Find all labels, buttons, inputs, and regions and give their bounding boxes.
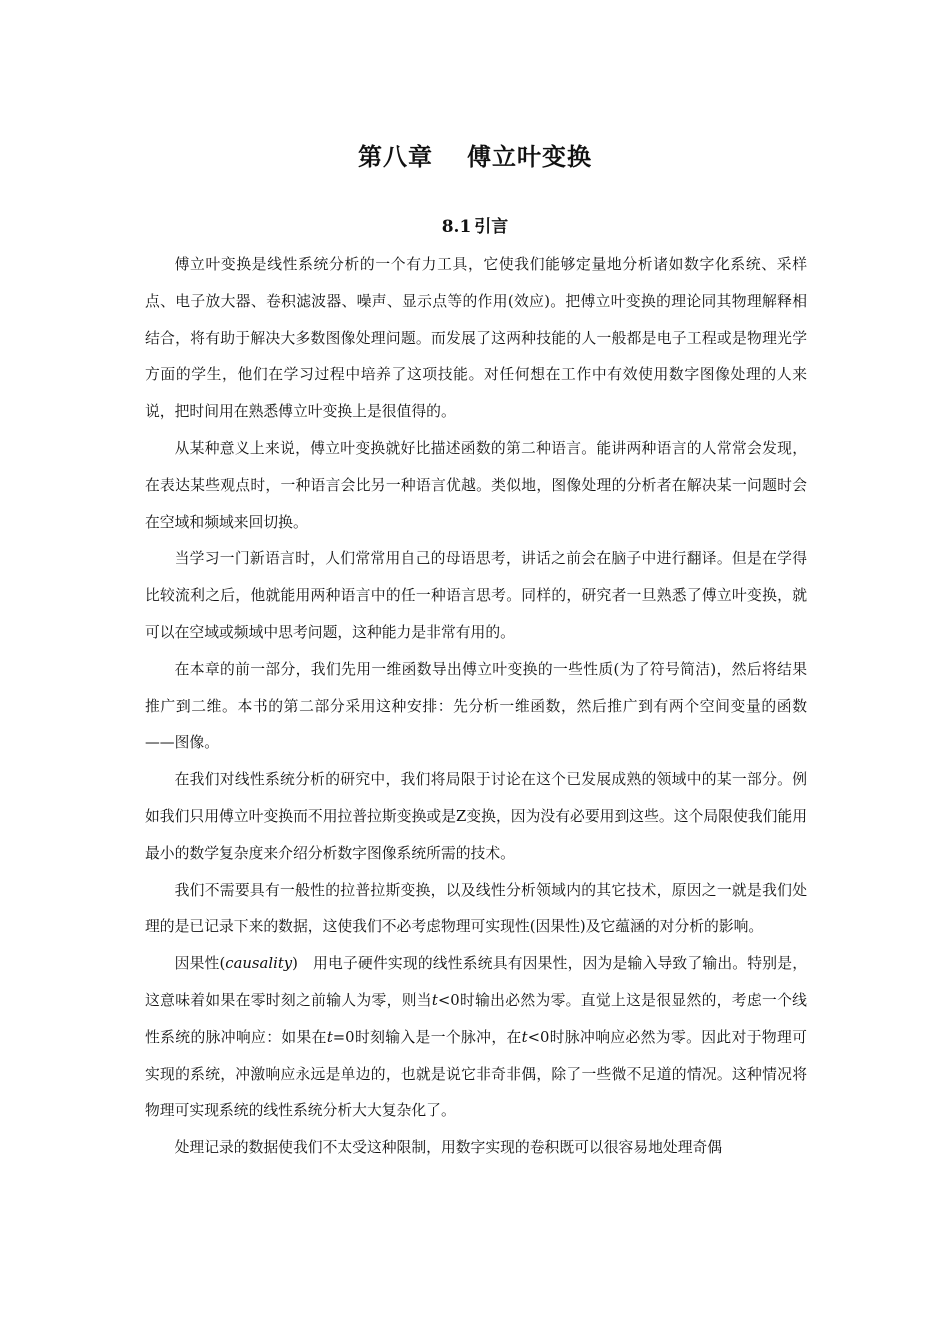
causality-text-2: <0时输出必然为零。直觉上这是很显然的，考虑一个线性系统的脉冲响应：如果在 <box>145 991 807 1046</box>
variable-t: t <box>521 1028 528 1046</box>
body-text <box>145 247 807 1167</box>
causality-text-1: ) 用电子硬件实现的线性系统具有因果性，因为是输入导致了输出。特别是，这意味着如果在零时刻之前输人为零，则当 <box>145 955 807 1009</box>
section-number: 8.1 <box>441 217 472 237</box>
variable-t: t <box>431 991 438 1009</box>
paragraph-recorded-data: 处理记录的数据使我们不太受这种限制，用数字实现的卷积既可以很容易地处理奇偶 <box>174 1139 723 1157</box>
section-title <box>0 212 950 237</box>
chapter-name: 傅立叶变换 <box>467 143 592 171</box>
section-name: 引言 <box>474 217 509 237</box>
variable-t: t <box>326 1028 333 1046</box>
chapter-number: 第八章 <box>358 143 433 171</box>
causality-text-4: <0时脉冲响应必然为零。因此对于物理可实现的系统，冲激响应永远是单边的，也就是说它非奇非偶，除了一些微不足道的情况。这种情况将物理可实现系统的线性系统分析大大复杂化了。 <box>145 1028 807 1120</box>
causality-lead: 因果性( <box>174 955 226 973</box>
causality-text-3: =0时刻输入是一个脉冲，在 <box>332 1028 522 1046</box>
paragraph-scope: 在我们对线性系统分析的研究中，我们将局限于讨论在这个已发展成熟的领域中的某一部分。例如我们只用傅立叶变换而不用拉普拉斯变换或是Z变换，因为没有必要用到这些。这个局限使我们能用最小的数学复杂度来介绍分析数字图像系统所需的技术。 <box>145 771 807 862</box>
paragraph-learning-language: 当学习一门新语言时，人们常常用自己的母语思考，讲话之前会在脑子中进行翻译。但是在学得比较流利之后，他就能用两种语言中的任一种语言思考。同样的，研究者一旦熟悉了傅立叶变换，就可以在空域或频域中思考问题，这种能力是非常有用的。 <box>145 550 807 641</box>
chapter-title <box>0 137 950 172</box>
paragraph-chapter-plan: 在本章的前一部分，我们先用一维函数导出傅立叶变换的一些性质(为了符号简洁)，然后将结果推广到二维。本书的第二部分采用这种安排：先分析一维函数，然后推广到有两个空间变量的函数——图像。 <box>145 660 807 752</box>
paragraph-causality <box>145 946 807 1130</box>
paragraph-intro: 傅立叶变换是线性系统分析的一个有力工具，它使我们能够定量地分析诸如数字化系统、采样点、电子放大器、卷积滤波器、噪声、显示点等的作用(效应)。把傅立叶变换的理论同其物理解释相结合，将有助于解决大多数图像处理问题。而发展了这两种技能的人一般都是电子工程或是物理光学方面的学生，他们在学习过程中培养了这项技能。对任何想在工作中有效使用数字图像处理的人来说，把时间用在熟悉傅立叶变换上是很值得的。 <box>145 256 807 421</box>
paragraph-no-laplace: 我们不需要具有一般性的拉普拉斯变换，以及线性分析领域内的其它技术，原因之一就是我们处理的是已记录下来的数据，这使我们不必考虑物理可实现性(因果性)及它蕴涵的对分析的影响。 <box>145 881 807 936</box>
causality-term: causality <box>225 955 293 973</box>
paragraph-second-language: 从某种意义上来说，傅立叶变换就好比描述函数的第二种语言。能讲两种语言的人常常会发现，在表达某些观点时，一种语言会比另一种语言优越。类似地，图像处理的分析者在解决某一问题时会在空域和频域来回切换。 <box>145 439 807 531</box>
